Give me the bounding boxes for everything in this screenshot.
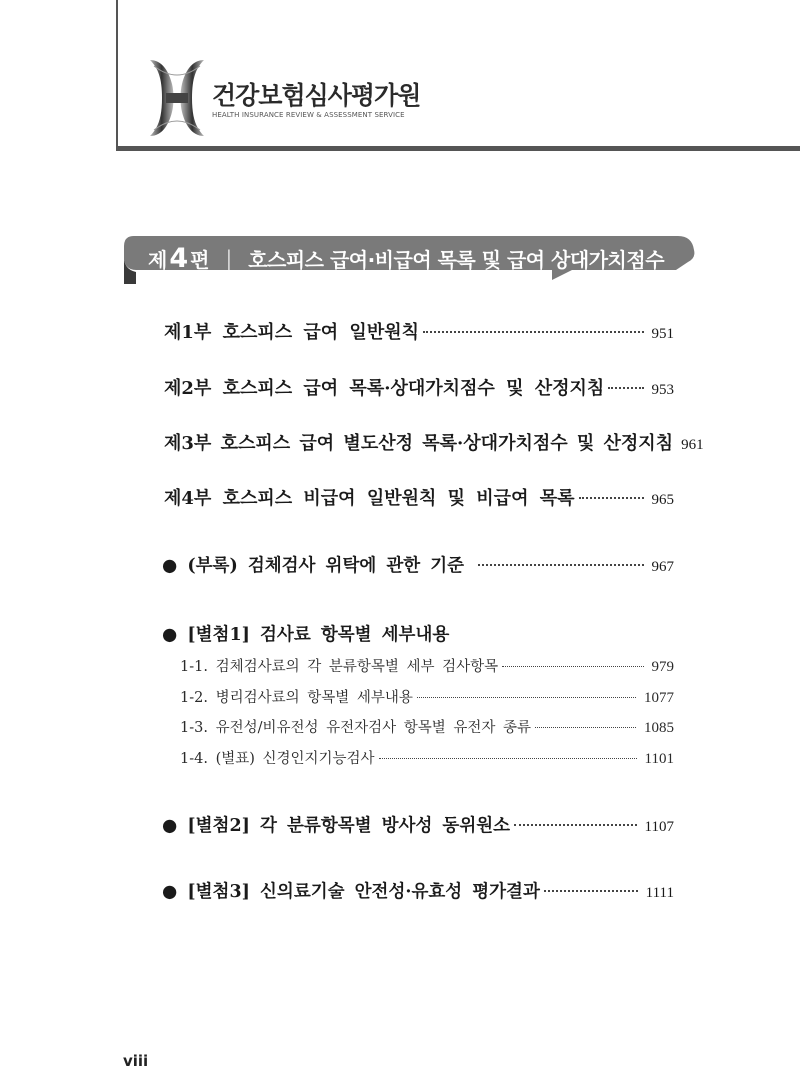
header-vertical-rule: [116, 0, 118, 150]
toc-page: 1085: [644, 720, 674, 736]
section-number: 4: [169, 242, 189, 274]
toc-label: 1-4. (별표) 신경인지기능검사: [180, 751, 375, 767]
toc-leader: [379, 758, 637, 759]
toc-entry-attach-1[interactable]: [162, 621, 674, 646]
section-prefix: 제: [148, 247, 168, 272]
toc-page: 965: [651, 492, 674, 508]
toc-entry-part-2[interactable]: [164, 374, 674, 400]
toc-subentry-1-1[interactable]: [180, 655, 674, 676]
toc-page: 979: [651, 659, 674, 675]
toc-leader: [514, 824, 636, 826]
hira-logo-icon: [146, 58, 208, 138]
section-separator: |: [225, 246, 233, 270]
toc-page: 1077: [644, 690, 674, 706]
bullet-icon: ●: [162, 625, 178, 645]
toc-page: 953: [651, 382, 674, 398]
toc-page: 951: [651, 326, 674, 342]
toc-entry-appendix[interactable]: [162, 552, 674, 577]
toc-page: 1101: [644, 751, 674, 767]
toc-page: 1107: [644, 819, 674, 835]
toc-label: 1-3. 유전성/비유전성 유전자검사 항목별 유전자 종류: [180, 720, 532, 736]
org-subtitle: HEALTH INSURANCE REVIEW & ASSESSMENT SERVICE: [212, 111, 405, 119]
page-header: [0, 0, 800, 152]
toc-leader: [544, 890, 638, 892]
toc-label: 제4부 호스피스 비급여 일반원칙 및 비급여 목록: [164, 488, 575, 509]
toc-page: 1111: [645, 885, 674, 901]
header-horizontal-rule: [116, 146, 800, 151]
org-name: 건강보험심사평가원: [212, 81, 421, 110]
toc-label: 제2부 호스피스 급여 목록·상대가치점수 및 산정지침: [164, 378, 605, 399]
toc-subentry-1-4[interactable]: [180, 747, 674, 768]
toc-entry-attach-2[interactable]: [162, 812, 674, 837]
toc-label-group: [162, 552, 464, 577]
toc-leader: [478, 564, 643, 566]
toc-label: [별첨3] 신의료기술 안전성·유효성 평가결과: [187, 882, 540, 902]
toc-entry-attach-3[interactable]: [162, 878, 674, 903]
toc-page: 961: [681, 437, 704, 453]
toc-label: 1-1. 검체검사료의 각 분류항목별 세부 검사항목: [180, 659, 499, 675]
toc-label-group: [162, 878, 540, 903]
bullet-icon: ●: [162, 816, 178, 836]
toc-label: 제3부 호스피스 급여 별도산정 목록·상대가치점수 및 산정지침: [164, 433, 674, 454]
section-heading: 호스피스 급여·비급여 목록 및 급여 상대가치점수: [248, 247, 665, 272]
toc-entry-part-4[interactable]: [164, 484, 674, 510]
toc-subentry-1-2[interactable]: [180, 686, 674, 707]
toc-label: (부록) 검체검사 위탁에 관한 기준: [187, 556, 465, 576]
toc-entry-part-3[interactable]: [164, 429, 704, 455]
toc-label-group: [162, 812, 510, 837]
toc-label: 제1부 호스피스 급여 일반원칙: [164, 322, 419, 343]
toc-label: [별첨2] 각 분류항목별 방사성 동위원소: [187, 816, 511, 836]
bullet-icon: ●: [162, 556, 178, 576]
page-number: viii: [123, 1052, 149, 1070]
section-title: [148, 238, 664, 278]
section-suffix: 편: [190, 247, 210, 272]
toc-page: 967: [651, 559, 674, 575]
toc-subentry-1-3[interactable]: [180, 716, 674, 737]
toc-entry-part-1[interactable]: [164, 318, 674, 344]
toc-leader: [502, 666, 643, 667]
toc-label-group: [162, 621, 449, 646]
toc-leader: [417, 697, 636, 698]
toc-leader: [608, 387, 643, 389]
toc-label: 1-2. 병리검사료의 항목별 세부내용: [180, 690, 413, 706]
bullet-icon: ●: [162, 882, 178, 902]
toc-leader: [535, 727, 636, 728]
toc-leader: [579, 497, 644, 499]
toc-label: [별첨1] 검사료 항목별 세부내용: [187, 625, 450, 645]
toc-leader: [423, 331, 644, 333]
